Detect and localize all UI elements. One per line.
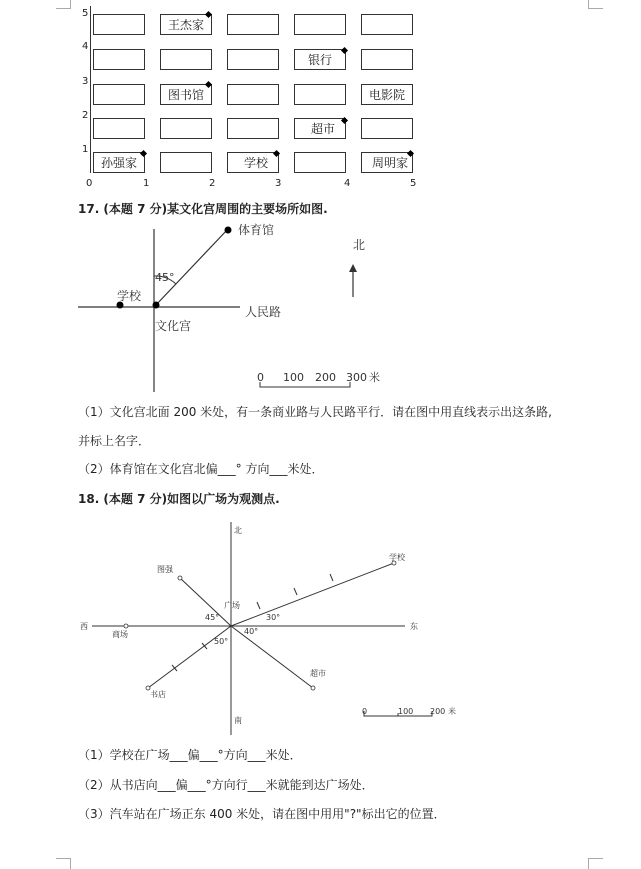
grid-cell <box>160 152 212 173</box>
grid-cell <box>160 49 212 70</box>
q17-title: 17. (本题 7 分)某文化宫周围的主要场所如图. <box>78 202 328 216</box>
mall-point <box>124 624 128 628</box>
grid-cell <box>361 14 413 35</box>
place-label-wangjie: 王杰家 <box>167 18 204 32</box>
angle-30-label: 30° <box>266 613 281 622</box>
corner-mark-bottom-left <box>56 858 71 869</box>
school-label: 学校 <box>389 553 405 562</box>
place-label-sunqiang: 孙强家 <box>100 156 137 170</box>
x-tick-1: 1 <box>143 178 150 189</box>
q18-sub1: （1）学校在广场___偏___°方向___米处． <box>78 748 302 762</box>
grid-cell <box>294 14 346 35</box>
mall-label: 商场 <box>112 630 128 639</box>
scale-200: 200 <box>430 707 446 716</box>
q17-sub1-line2: 并标上名字． <box>78 434 151 448</box>
q18-title: 18. (本题 7 分)如图以广场为观测点. <box>78 492 280 506</box>
angle-45-label: 45° <box>205 613 220 622</box>
grid-cell-school <box>227 152 279 173</box>
grid-y-axis <box>90 6 91 173</box>
y-tick-2: 2 <box>82 110 89 121</box>
y-tick-1: 1 <box>82 144 89 155</box>
place-label-zhouming: 周明家 <box>371 156 408 170</box>
school-ray-tick <box>294 588 297 595</box>
grid-cell <box>160 118 212 139</box>
angle-50-label: 50° <box>214 637 229 646</box>
south-label: 南 <box>234 716 242 725</box>
palace-point <box>153 302 160 309</box>
gym-line <box>155 229 228 306</box>
scale-unit: 米 <box>369 371 380 384</box>
x-tick-4: 4 <box>344 178 351 189</box>
north-arrow-head <box>349 264 357 272</box>
scale-unit: 米 <box>448 707 456 716</box>
grid-cell-sunqiang <box>93 152 145 173</box>
scale-100: 100 <box>283 371 304 384</box>
x-tick-2: 2 <box>209 178 216 189</box>
grid-cell <box>93 49 145 70</box>
ray-bookstore <box>148 626 231 688</box>
angle-40-label: 40° <box>244 627 259 636</box>
q17-sub1-line1: （1）文化宫北面 200 米处，有一条商业路与人民路平行．请在图中用直线表示出这条路, <box>78 405 552 419</box>
scale-bar <box>260 382 350 387</box>
theater-label: 图强 <box>157 565 173 574</box>
grid-cell-wangjie <box>160 14 212 35</box>
school-label: 学校 <box>117 289 142 303</box>
grid-cell <box>227 49 279 70</box>
supermarket-point <box>311 686 315 690</box>
palace-label: 文化宫 <box>155 319 192 333</box>
grid-cell <box>227 118 279 139</box>
west-label: 西 <box>80 622 88 631</box>
road-label: 人民路 <box>245 305 282 319</box>
x-tick-0: 0 <box>86 178 93 189</box>
scale-100: 100 <box>398 707 414 716</box>
north-label: 北 <box>353 238 366 252</box>
supermarket-label: 超市 <box>310 669 326 678</box>
corner-mark-bottom-right <box>588 858 603 869</box>
y-tick-5: 5 <box>82 8 89 19</box>
grid-cell <box>227 84 279 105</box>
grid-cell <box>294 152 346 173</box>
grid-map <box>0 0 641 195</box>
x-tick-5: 5 <box>410 178 417 189</box>
grid-cell-supermarket <box>294 118 346 139</box>
scale-300: 300 <box>346 371 367 384</box>
place-label-library: 图书馆 <box>167 88 204 102</box>
place-label-school: 学校 <box>243 156 268 170</box>
grid-cell-bank <box>294 49 346 70</box>
grid-cell-cinema <box>361 84 413 105</box>
school-ray-tick <box>257 602 260 609</box>
scale-0: 0 <box>362 707 368 716</box>
grid-cell <box>294 84 346 105</box>
ray-school <box>231 563 394 626</box>
q18-sub3: （3）汽车站在广场正东 400 米处，请在图中用用"?"标出它的位置． <box>78 807 446 821</box>
scale-200: 200 <box>315 371 336 384</box>
place-label-bank: 银行 <box>307 53 332 67</box>
place-label-cinema: 电影院 <box>368 88 405 102</box>
q17-map <box>0 220 641 400</box>
grid-cell <box>361 49 413 70</box>
grid-cell-library <box>160 84 212 105</box>
east-label: 东 <box>410 622 418 631</box>
y-tick-4: 4 <box>82 41 89 52</box>
gym-point <box>225 227 232 234</box>
bookstore-label: 书店 <box>150 690 166 699</box>
grid-cell <box>227 14 279 35</box>
q17-sub2: （2）体育馆在文化宫北偏___° 方向___米处． <box>78 462 324 476</box>
q18-map <box>0 515 641 740</box>
grid-cell <box>361 118 413 139</box>
grid-cell-zhouming <box>361 152 413 173</box>
school-ray-tick <box>330 574 333 581</box>
grid-cell <box>93 84 145 105</box>
angle-label: 45° <box>155 271 175 284</box>
square-label: 广场 <box>224 601 240 610</box>
grid-cell <box>93 118 145 139</box>
grid-cell <box>93 14 145 35</box>
y-tick-3: 3 <box>82 76 89 87</box>
x-tick-3: 3 <box>275 178 282 189</box>
theater-point <box>178 576 182 580</box>
north-label: 北 <box>234 526 242 535</box>
place-label-supermarket: 超市 <box>310 122 335 136</box>
q18-sub2: （2）从书店向___偏___°方向行___米就能到达广场处． <box>78 778 374 792</box>
gym-label: 体育馆 <box>238 223 275 237</box>
scale-0: 0 <box>257 371 264 384</box>
